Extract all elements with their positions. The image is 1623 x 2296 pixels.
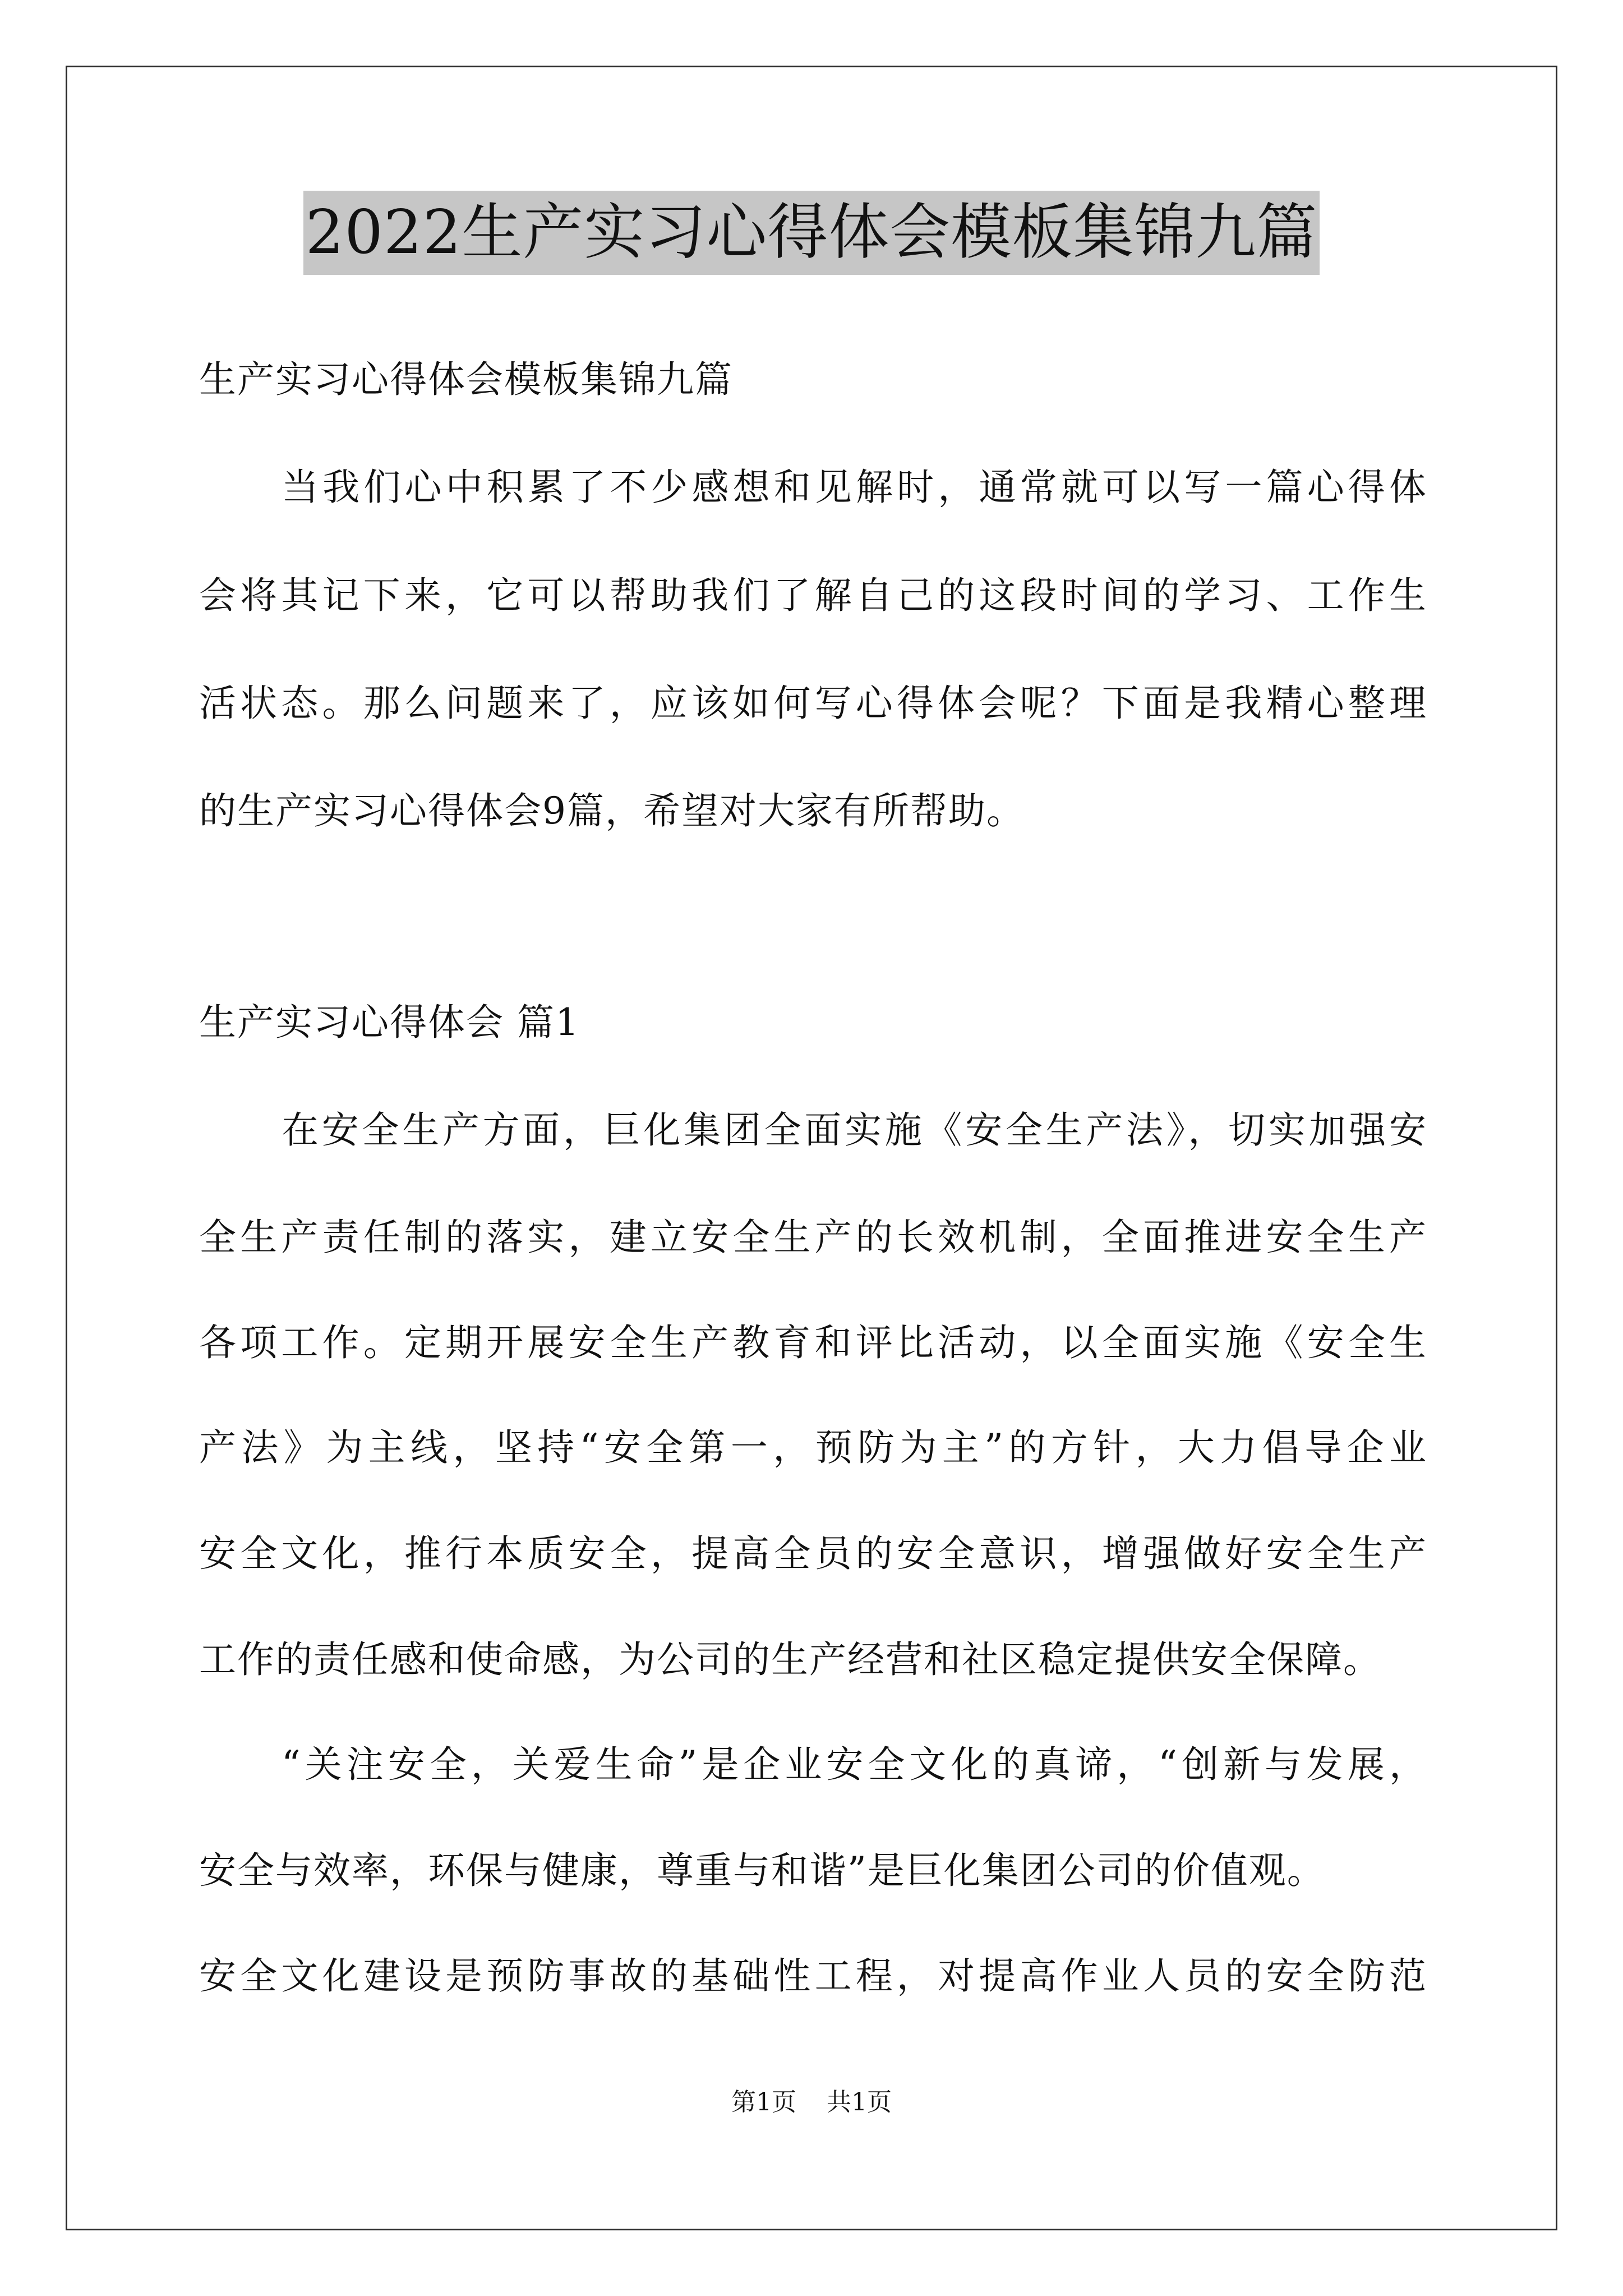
paragraph-line: 安全文化建设是预防事故的基础性工程，对提高作业人员的安全防范	[199, 1954, 1427, 1998]
page-total: 共1页	[827, 2088, 892, 2116]
page-footer	[0, 2086, 1623, 2119]
paragraph-line: 安全与效率，环保与健康，尊重与和谐”是巨化集团公司的价值观。	[199, 1849, 1325, 1892]
paragraph-line: 工作的责任感和使命感，为公司的生产经营和社区稳定提供安全保障。	[199, 1638, 1381, 1681]
intro-line: 的生产实习心得体会9篇，希望对大家有所帮助。	[199, 789, 1025, 832]
intro-line: 会将其记下来，它可以帮助我们了解自己的这段时间的学习、工作生	[199, 574, 1427, 617]
title-block	[0, 191, 1623, 275]
paragraph-line: 产法》为主线，坚持“安全第一，预防为主”的方针，大力倡导企业	[199, 1426, 1427, 1469]
paragraph-line: 全生产责任制的落实，建立安全生产的长效机制，全面推进安全生产	[199, 1216, 1427, 1259]
paragraph-line: 各项工作。定期开展安全生产教育和评比活动，以全面实施《安全生	[199, 1321, 1427, 1364]
document-subtitle: 生产实习心得体会模板集锦九篇	[199, 358, 733, 401]
section-heading: 生产实习心得体会 篇1	[199, 1001, 580, 1044]
paragraph-line: “关注安全，关爱生命”是企业安全文化的真谛，“创新与发展，	[282, 1743, 1427, 1786]
paragraph-line: 安全文化，推行本质安全，提高全员的安全意识，增强做好安全生产	[199, 1532, 1427, 1575]
intro-line: 当我们心中积累了不少感想和见解时，通常就可以写一篇心得体	[282, 466, 1427, 509]
intro-line: 活状态。那么问题来了，应该如何写心得体会呢？下面是我精心整理	[199, 682, 1427, 725]
paragraph-line: 在安全生产方面，巨化集团全面实施《安全生产法》，切实加强安	[282, 1108, 1427, 1152]
page-number: 第1页	[731, 2088, 796, 2116]
document-title: 2022生产实习心得体会模板集锦九篇	[303, 191, 1320, 275]
